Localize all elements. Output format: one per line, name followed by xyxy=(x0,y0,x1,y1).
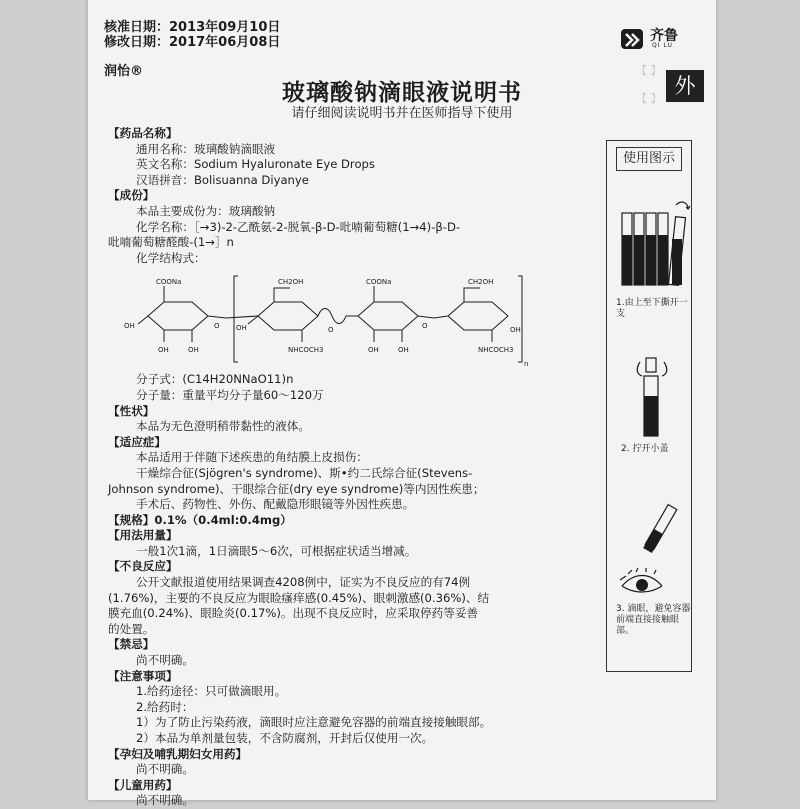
precaution-2-1: 1）为了防止污染药液，滴眼时应注意避免容器的前端直接接触眼部。 xyxy=(136,715,492,730)
label-o-2: O xyxy=(328,326,334,335)
indications-line-2: 干燥综合征(Sjögren's syndrome)、斯•约二氏综合征(Stevens- xyxy=(136,465,473,480)
usage-guide-title: 使用图示 xyxy=(616,147,682,171)
label-oh-6: OH xyxy=(398,346,409,355)
guide-step-2: 2. 拧开小盖 xyxy=(621,444,669,454)
label-n: n xyxy=(524,360,529,369)
revision-date: 修改日期：2017年06月08日 xyxy=(104,35,281,50)
section-heading-pregnancy: 【孕妇及哺乳期妇女用药】 xyxy=(108,746,248,761)
section-heading-drug-name: 【药品名称】 xyxy=(108,126,178,140)
page-title: 玻璃酸钠滴眼液说明书 xyxy=(282,80,522,106)
precaution-2-2: 2）本品为单剂量包装，不含防腐剂，开封后仅使用一次。 xyxy=(136,731,434,745)
label-ch2oh-2: CH2OH xyxy=(468,278,494,287)
molecular-formula: 分子式：(C14H20NNaO11)n xyxy=(136,372,294,387)
adverse-line-4: 的处置。 xyxy=(108,621,155,636)
brand-name: 润怡® xyxy=(104,64,144,79)
page-subtitle: 请仔细阅读说明书并在医师指导下使用 xyxy=(291,106,513,121)
eye-drop-icon xyxy=(616,500,692,600)
adverse-line-1: 公开文献报道使用结果调查4208例中，证实为不良反应的有74例 xyxy=(136,575,471,590)
section-heading-dosage: 【用法用量】 xyxy=(108,528,178,543)
chemical-name: 化学名称：［→3)-2-乙酰氨-2-脱氧-β-D-吡喃葡萄糖(1→4)-β-D- xyxy=(136,219,461,234)
label-coona-1: COONa xyxy=(156,278,182,287)
dates-block xyxy=(104,20,280,50)
label-nhcoch3-1: NHCOCH3 xyxy=(288,346,324,355)
generic-name: 通用名称：玻璃酸钠滴眼液 xyxy=(136,141,276,156)
vial-open-icon xyxy=(628,350,678,440)
indications-line-1: 本品适用于伴随下述疾患的角结膜上皮损伤： xyxy=(136,450,368,465)
chemical-name-cont: 吡喃葡萄糖醛酸-(1→］n xyxy=(108,235,234,250)
contraindications-text: 尚不明确。 xyxy=(136,653,194,668)
label-oh-2: OH xyxy=(158,346,169,355)
indications-line-3: Johnson syndrome)、干眼综合征(dry eye syndrome)等内因性疾患； xyxy=(108,481,485,496)
pregnancy-text: 尚不明确。 xyxy=(136,762,194,777)
label-oh-4: OH xyxy=(236,324,247,333)
guide-step-3: 3. 滴眼，避免容器前端直接接触眼部。 xyxy=(616,604,691,636)
english-name: 英文名称：Sodium Hyaluronate Eye Drops xyxy=(136,157,375,172)
label-o-1: O xyxy=(214,322,220,331)
appearance-text: 本品为无色澄明稍带黏性的液体。 xyxy=(136,419,310,434)
logo-english: QI LU xyxy=(652,42,673,49)
indications-line-4: 手术后、药物性、外伤、配戴隐形眼镜等外因性疾患。 xyxy=(136,497,415,512)
section-heading-indications: 【适应症】 xyxy=(108,434,166,449)
document-page xyxy=(88,0,716,808)
bleed-through-text: 【 】 xyxy=(636,64,662,77)
qilu-logo-icon xyxy=(620,26,646,52)
section-heading-adverse-reactions: 【不良反应】 xyxy=(108,559,178,574)
section-heading-contraindications: 【禁忌】 xyxy=(108,637,155,652)
label-oh-7: OH xyxy=(510,326,521,335)
section-heading-specification: 【规格】0.1%（0.4ml:0.4mg） xyxy=(108,512,292,527)
label-o-3: O xyxy=(422,322,428,331)
chemical-structure xyxy=(108,266,606,372)
main-ingredient: 本品主要成份为：玻璃酸钠 xyxy=(136,203,276,218)
approval-date: 核准日期：2013年09月10日 xyxy=(104,20,281,35)
bleed-through-text: 【 】 xyxy=(636,92,662,105)
logo-chinese: 齐鲁 xyxy=(650,28,678,44)
vial-strip-icon xyxy=(616,195,692,295)
adverse-line-3: 膜充血(0.24%)、眼睑炎(0.17%)。出现不良反应时，应采取停药等妥善 xyxy=(108,606,479,621)
structure-caption: 化学结构式： xyxy=(136,250,206,265)
pinyin-name: 汉语拼音：Bolisuanna Diyanye xyxy=(136,172,309,187)
precaution-1: 1.给药途径：只可做滴眼用。 xyxy=(136,684,287,699)
molecular-weight: 分子量：重量平均分子量60～120万 xyxy=(136,387,324,402)
section-heading-appearance: 【性状】 xyxy=(108,403,155,418)
company-logo xyxy=(620,24,690,54)
dosage-text: 一般1次1滴，1日滴眼5～6次，可根据症状适当增减。 xyxy=(136,543,417,558)
label-oh-1: OH xyxy=(124,322,135,331)
outer-use-badge: 外 xyxy=(666,70,704,102)
hyaluronate-structure-diagram xyxy=(108,266,528,372)
section-heading-pediatric: 【儿童用药】 xyxy=(108,777,178,792)
label-oh-5: OH xyxy=(368,346,379,355)
label-coona-2: COONa xyxy=(366,278,392,287)
pediatric-text: 尚不明确。 xyxy=(136,793,194,808)
precaution-2: 2.给药时： xyxy=(136,699,194,714)
adverse-line-2: (1.76%)，主要的不良反应为眼睑瘙痒感(0.45%)、眼刺激感(0.36%)、结 xyxy=(108,590,490,605)
section-heading-ingredients: 【成份】 xyxy=(108,188,155,203)
section-heading-precautions: 【注意事项】 xyxy=(108,668,178,683)
label-nhcoch3-2: NHCOCH3 xyxy=(478,346,514,355)
label-oh-3: OH xyxy=(188,346,199,355)
guide-step-1: 1.由上至下撕开一支 xyxy=(616,298,688,319)
instructions-body xyxy=(108,126,606,809)
label-ch2oh-1: CH2OH xyxy=(278,278,304,287)
